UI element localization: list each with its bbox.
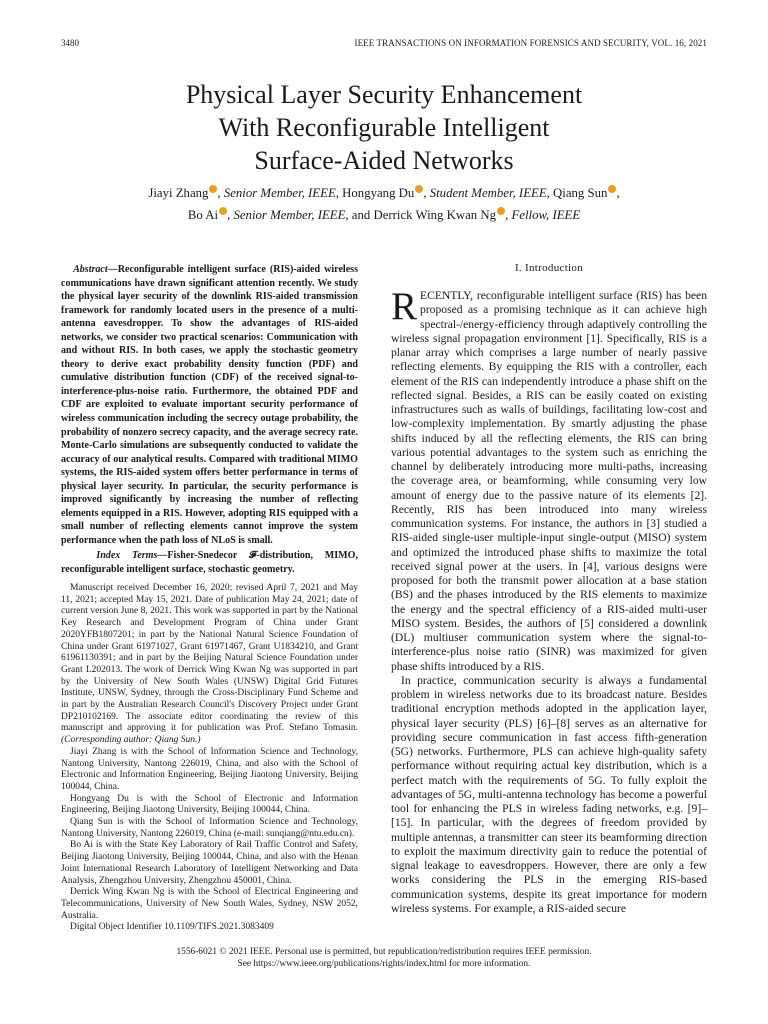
author-role: , Fellow, IEEE bbox=[505, 208, 581, 222]
abstract-label: Abstract— bbox=[73, 264, 118, 275]
author-name: Bo Ai bbox=[187, 208, 219, 222]
author-separator: , bbox=[616, 186, 620, 200]
body-text bbox=[391, 285, 707, 916]
first-page-notes bbox=[61, 583, 358, 934]
author-line-1 bbox=[0, 182, 768, 204]
section-heading: I. Introduction bbox=[514, 262, 584, 274]
page-number: 3480 bbox=[61, 38, 79, 48]
orcid-icon[interactable] bbox=[497, 207, 505, 215]
author-list bbox=[0, 182, 768, 226]
author-name: and Derrick Wing Kwan Ng bbox=[348, 208, 497, 222]
title-line: With Reconfigurable Intelligent bbox=[218, 113, 550, 142]
author-role: , Student Member, IEEE, bbox=[423, 186, 550, 200]
corresponding-author: (Corresponding author: Qiang Sun.) bbox=[61, 735, 201, 746]
abstract-text: Reconfigurable intelligent surface (RIS)-aided wireless communications have drawn significant attention recently. We study the physical layer security of the downlink RIS-aided transmission framework for randomly located users in the presence of a multi-antenna eavesdropper. To show the advantages of RIS-aided networks, we consider two practical scenarios: Communication with and without RIS. In both cases, we apply the stochastic geometry theory to derive exact probability density function (PDF) and cumulative distribution function (CDF) of the received signal-to-interference-plus-noise ratio. Furthermore, the obtained PDF and CDF are exploited to evaluate important security performance of wireless communication including the secrecy outage probability, the probability of nonzero secrecy capacity, and the average secrecy rate. Monte-Carlo simulations are subsequently conducted to validate the accuracy of our analytical results. Compared with traditional MIMO systems, the RIS-aided system offers better performance in terms of physical layer security. In particular, the security performance is improved significantly by increasing the number of reflecting elements equipped in a RIS. However, adopting RIS equipped with a small number of reflecting elements cannot improve the system performance when the path loss of NLoS is small. bbox=[61, 264, 358, 546]
affiliation-note: Qiang Sun is with the School of Information Science and Technology, Nantong University, Nantong 226019, China (e-mail: sunqiang@ntu.edu.cn). bbox=[61, 817, 358, 839]
drop-cap: R bbox=[391, 285, 418, 328]
author-name: Qiang Sun bbox=[549, 186, 608, 200]
rights-link-line[interactable]: See https://www.ieee.org/publications/rights/index.html for more information. bbox=[237, 958, 531, 969]
title-line: Physical Layer Security Enhancement bbox=[185, 80, 583, 109]
affiliation-note: Hongyang Du is with the School of Electronic and Information Engineering, Beijing Jiaotong University, Beijing 100044, China. bbox=[61, 793, 358, 816]
copyright-footer bbox=[0, 947, 768, 970]
manuscript-note: Manuscript received December 16, 2020; revised April 7, 2021 and May 11, 2021; accepted May 15, 2021. Date of publication May 24, 2021; date of current version June 8, 2021. This work was supported in part by the National Key Research and Development Program of China under Grant 2020YFB1807201; in part by the National Natural Science Foundation of China under Grant 61971027, Grant 61971467, Grant U1834210, and Grant 61961130391; and in part by the Beijing Natural Science Foundation under Grant L202013. The work of Derrick Wing Kwan Ng was supported in part by the University of New South Wales (UNSW) Digital Grid Futures Institute, UNSW, Sydney, through the Cross-Disciplinary Fund Scheme and in part by the Australian Research Council's Discovery Project under Grant DP210102169. The associate editor coordinating the review of this manuscript and approving it for publication was Prof. Stefano Tomasin. (Corresponding author: Qiang Sun.) bbox=[61, 583, 358, 746]
orcid-icon[interactable] bbox=[219, 207, 227, 215]
paragraph: RECENTLY, reconfigurable intelligent surface (RIS) has been proposed as a promising technique as it can achieve high spectral-/energy-efficiency through adaptively controlling the wireless signal propagation environment [1]. Specifically, RIS is a planar array which comprises a large number of nearly passive reflecting elements. By equipping the RIS with a controller, each element of the RIS can independently introduce a phase shift on the reflected signal. Besides, a RIS can be easily coated on existing infrastructures such as walls of buildings, facilitating low-cost and low-complexity implementation. By smartly adjusting the phase shifts induced by all the reflecting elements, the RIS can bring various potential advantages to the system such as enriching the channel by deliberately introducing more multi-paths, increasing the coverage area, or beamforming, while consuming very low amount of energy due to the passive nature of its elements [2]. Recently, RIS has been introduced into many wireless communication systems. For instance, the authors in [3] studied a RIS-aided single-user multiple-input single-output (MISO) system and optimized the introduced phase shifts to maximize the total received signal power at the users. In [4], various designs were proposed for both the transmit power allocation at a base station (BS) and the phases introduced by the RIS elements to maximize the energy and the spectral efficiency of a RIS-aided multi-user MISO system. Besides, the authors of [5] considered a downlink (DL) multiuser communication system where the signal-to-interference-plus noise ratio (SINR) was maximized for given phase shifts introduced by a RIS. bbox=[391, 285, 707, 673]
title-line: Surface-Aided Networks bbox=[254, 146, 514, 175]
index-terms-text: Fisher-Snedecor 𝓕-distribution, MIMO, reconfigurable intelligent surface, stochastic geometry. bbox=[61, 550, 358, 575]
index-terms-label: Index Terms— bbox=[96, 550, 168, 561]
affiliation-note: Jiayi Zhang is with the School of Information Science and Technology, Nantong University, Nantong 226019, China, and also with the School of Electronic and Information Engineering, Beijing Jiaotong University, Beijing 100044, China. bbox=[61, 746, 358, 792]
copyright-line: 1556-6021 © 2021 IEEE. Personal use is permitted, but republication/redistribution requires IEEE permission. bbox=[176, 947, 592, 957]
author-role: , Senior Member, IEEE, bbox=[227, 208, 349, 222]
abstract bbox=[61, 263, 358, 547]
author-role: , Senior Member, IEEE, bbox=[217, 186, 339, 200]
author-name: Hongyang Du bbox=[338, 186, 415, 200]
author-name: Jiayi Zhang bbox=[148, 186, 209, 200]
index-terms bbox=[61, 549, 358, 576]
doi-note[interactable]: Digital Object Identifier 10.1109/TIFS.2021.3083409 bbox=[70, 922, 274, 933]
affiliation-note: Bo Ai is with the State Key Laboratory of Rail Traffic Control and Safety, Beijing Jiaotong University, Beijing 100044, China, and also with the Henan Joint International Research Laboratory of Intelligent Networking and Data Analysis, Zhengzhou University, Zhengzhou 450001, China. bbox=[61, 840, 358, 886]
affiliation-note: Derrick Wing Kwan Ng is with the School of Electrical Engineering and Telecommunications, University of New South Wales, Sydney, NSW 2052, Australia. bbox=[61, 887, 358, 921]
paragraph: In practice, communication security is always a fundamental problem in wireless networks due to its broadcast nature. Besides traditional encryption methods adopted in the application layer, physical layer security (PLS) [6]–[8] serves as an alternative for providing secure communication in fast access fifth-generation (5G) networks. Furthermore, PLS can achieve high-quality safety performance without requiring actual key distribution, which is a perfect match with the requirements of 5G. To fully exploit the advantages of 5G, multi-antenna technology has become a powerful tool for enhancing the PLS in wireless fading networks, e.g. [9]–[15]. In particular, with the degrees of freedom provided by multiple antennas, a transmitter can steer its beamforming direction to exploit the maximum directivity gain to reduce the potential of signal leakage to eavesdroppers. However, there are only a few works considering the PLS in the emerging RIS-based communication systems, despite its great importance for modern wireless systems. For example, a RIS-aided secure bbox=[391, 673, 707, 915]
paper-title bbox=[0, 78, 768, 177]
author-line-2 bbox=[0, 204, 768, 226]
journal-header: IEEE TRANSACTIONS ON INFORMATION FORENSICS AND SECURITY, VOL. 16, 2021 bbox=[354, 38, 707, 48]
